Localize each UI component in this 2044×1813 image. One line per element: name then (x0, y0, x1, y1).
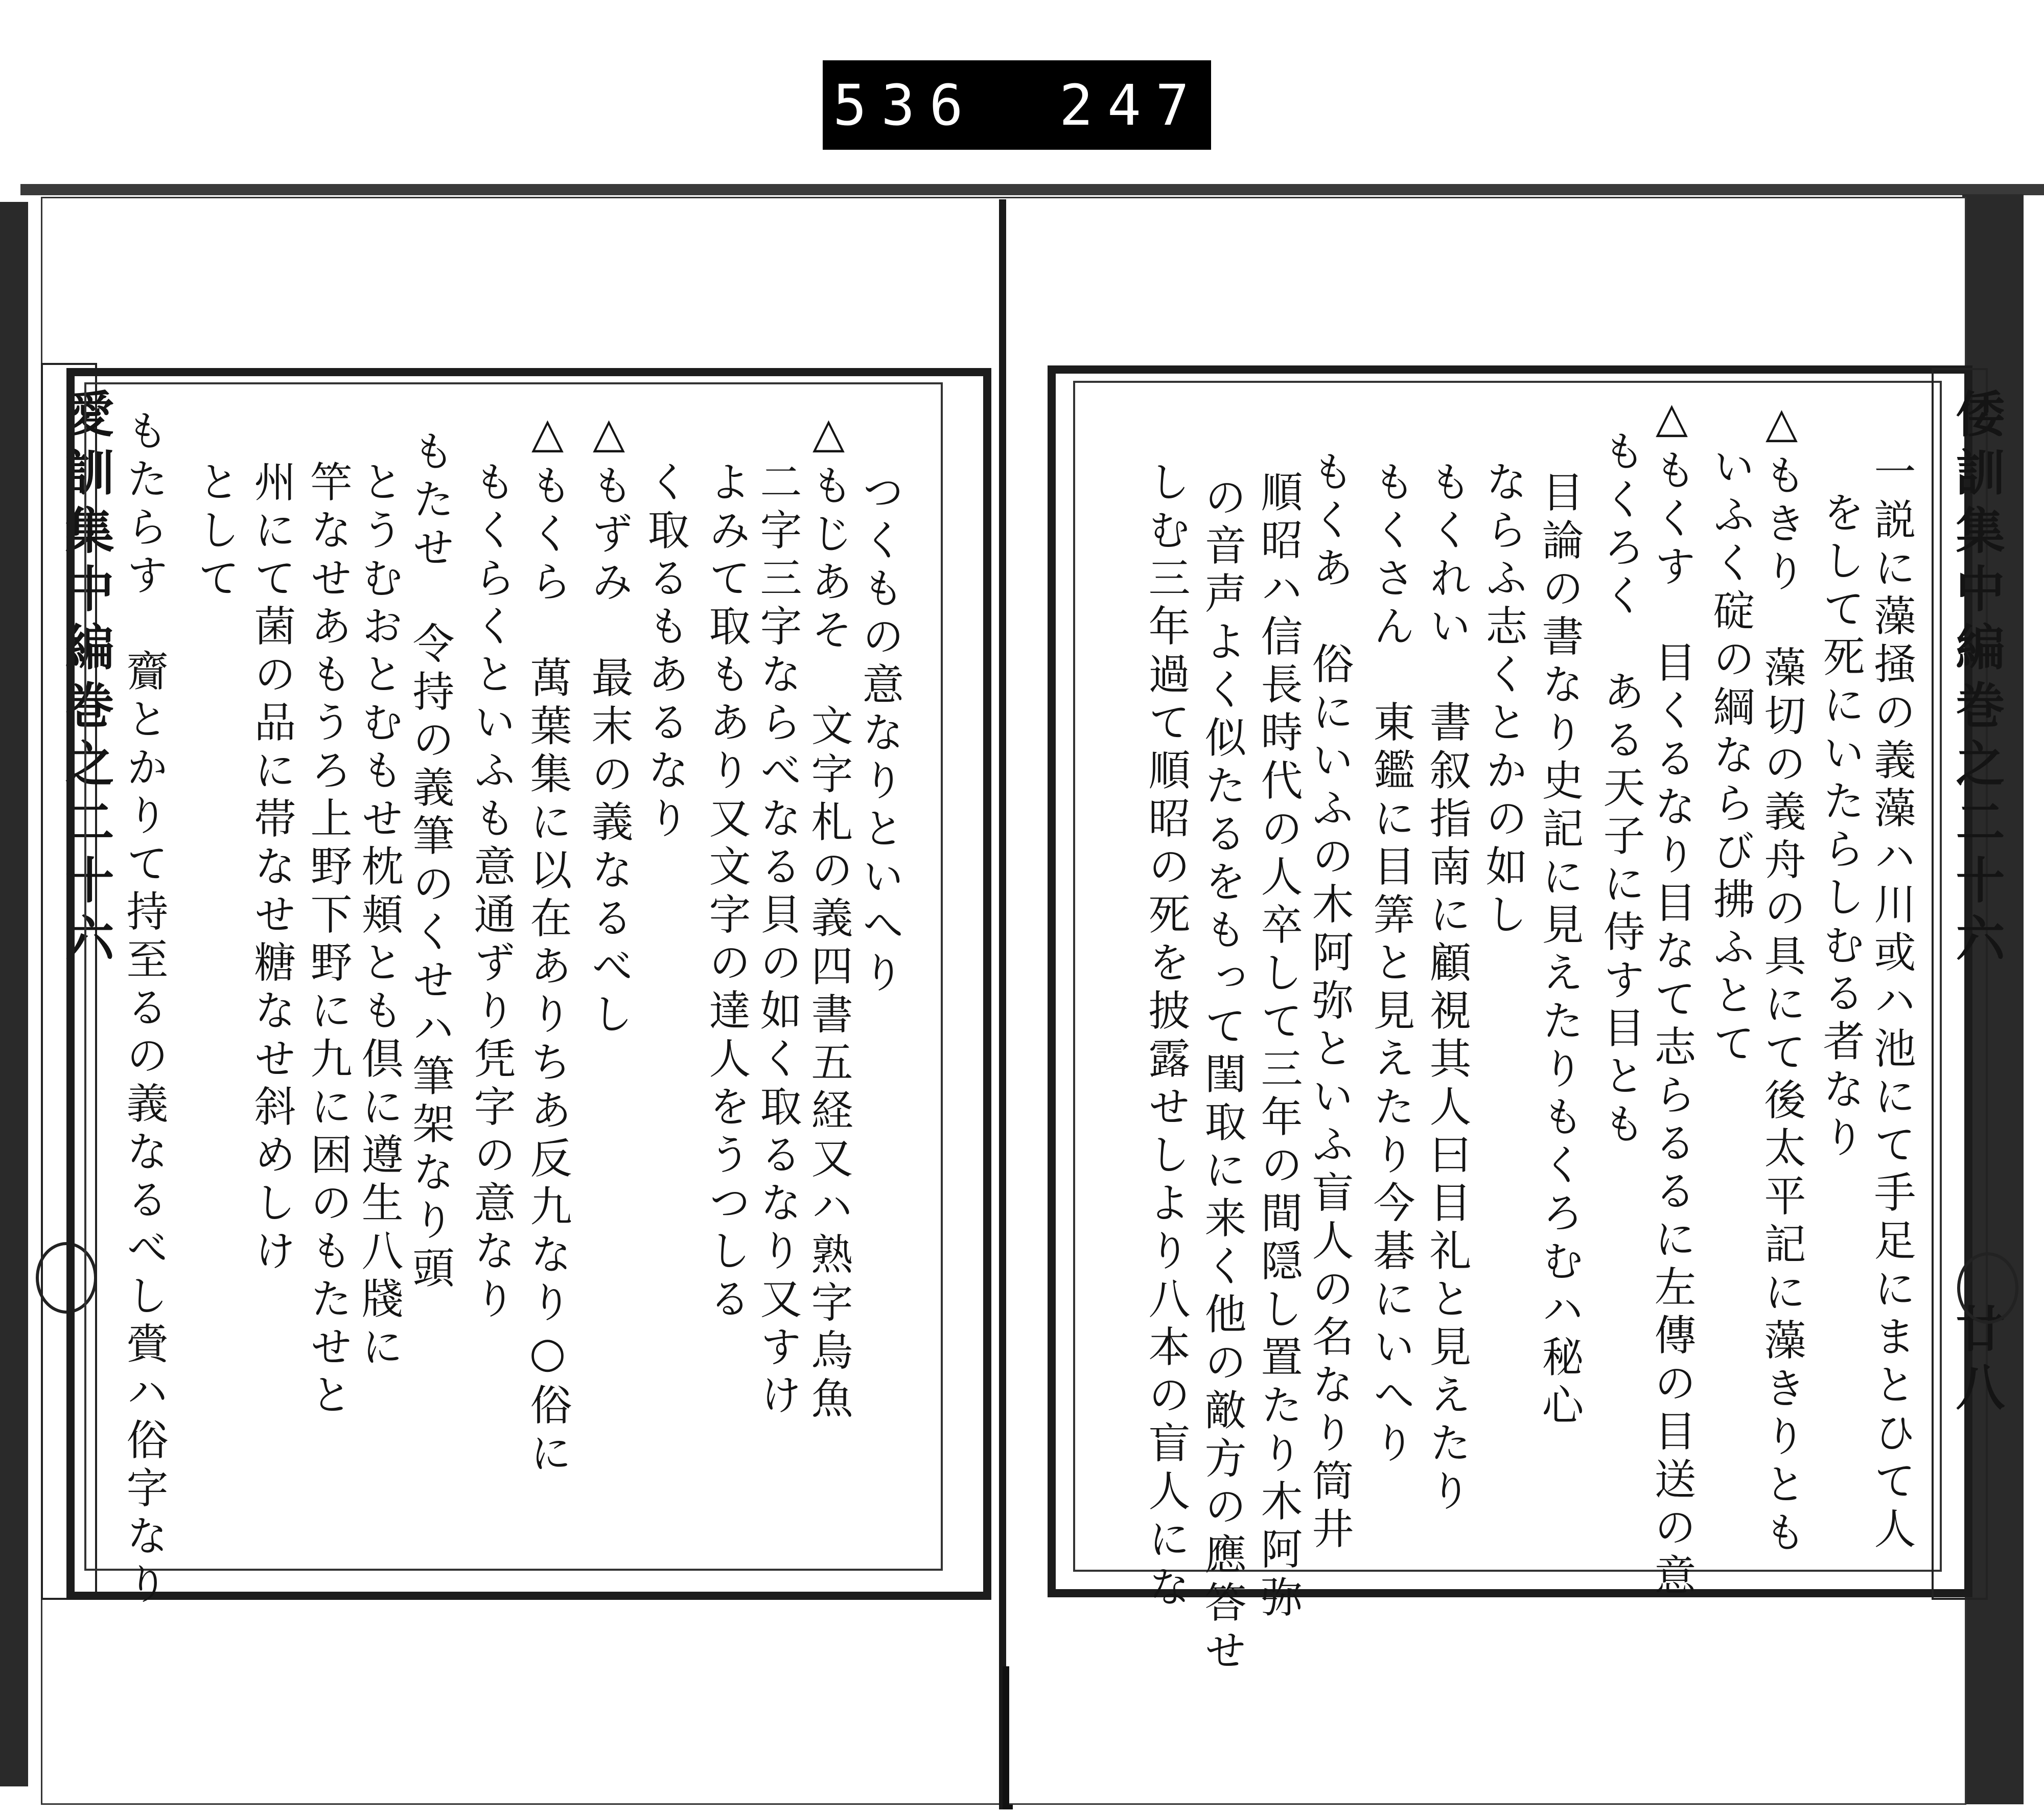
right-margin-folio: 廿八 (1948, 1303, 2006, 1420)
text-column: 目論の書なり史記に見えたりもくろむハ秘心 (1535, 470, 1584, 1431)
text-column: よみて取もあり又文字の達人をうつしる (702, 460, 751, 1325)
text-column: をして死にいたらしむる者なり (1816, 491, 1865, 1163)
film-frame-label (823, 60, 1252, 150)
text-column: として (191, 460, 240, 604)
text-column: もくろく ある天子に侍す目とも (1596, 429, 1645, 1150)
text-column: とうむおとむもせ枕頬とも倶に遵生八牋に (355, 460, 403, 1373)
text-column: いふく碇の綱ならび拂ふとて (1706, 445, 1755, 1069)
text-column: ならふ志くとかの如し (1479, 460, 1527, 940)
spine-gutter (999, 199, 1006, 1809)
text-column: △もくす 目くるなり目なて志らるるに左傳の目送の意 (1647, 394, 1696, 1601)
text-column: もくさん 東鑑に目筭と見えたり今碁にいへり (1366, 460, 1415, 1469)
text-column: △もじあそ 文字札の義四書五経又ハ熟字烏魚 (804, 409, 853, 1425)
text-column: く取るもあるなり (641, 460, 689, 844)
frame-number: 247. (1059, 72, 1252, 138)
spread-top-shadow (20, 184, 2044, 195)
right-margin-circle (1957, 1252, 2018, 1324)
text-column: つくもの意なりといへり (855, 470, 904, 999)
text-column: もくれい 書叙指南に顧視其人曰目礼と見えたり (1423, 460, 1471, 1517)
left-margin-title: 愛訓集中編巻之二十六 (57, 388, 115, 971)
text-column: △もくら 萬葉集に以在ありちあ反九なり○俗に (523, 409, 572, 1479)
text-column: の音声よく似たるをもって閨取に来く他の敵方の應答せ (1198, 475, 1246, 1677)
text-column: もくらくといふも意通ずり凭字の意なり (467, 460, 516, 1325)
text-column: 一説に藻掻の義藻ハ川或ハ池にて手足にまとひて人 (1867, 450, 1916, 1555)
roll-number: 536 (833, 72, 978, 138)
text-column: 州にて菌の品に帯なせ糖なせ斜めしけ (247, 460, 296, 1277)
text-column: もたらす 齎とかりて持至るの義なるべし賫ハ俗字なり (120, 409, 168, 1610)
text-column: 二字三字ならべなる貝の如く取るなり又すけ (753, 460, 802, 1421)
text-column: △もきり 藻切の義舟の具にて後太平記に藻きりとも (1757, 399, 1806, 1558)
left-edge-shadow (0, 202, 28, 1786)
text-column: 順昭ハ信長時代の人卒して三年の間隠し置たり木阿弥 (1254, 470, 1303, 1623)
right-margin-title: 倭訓集中編巻之二十六 (1948, 388, 2006, 971)
text-column: △もずみ 最末の義なるべし (585, 409, 633, 1040)
text-column: もたせ 令持の義筆のくせハ筆架なり頭 (406, 429, 454, 1294)
text-column: しむ三年過て順昭の死を披露せしより八本の盲人にな (1142, 460, 1190, 1613)
text-column: もくあ 俗にいふの木阿弥といふ盲人の名なり筒井 (1305, 450, 1354, 1555)
text-column: 竿なせあもうろ上野下野に九に困のもたせと (304, 460, 352, 1421)
